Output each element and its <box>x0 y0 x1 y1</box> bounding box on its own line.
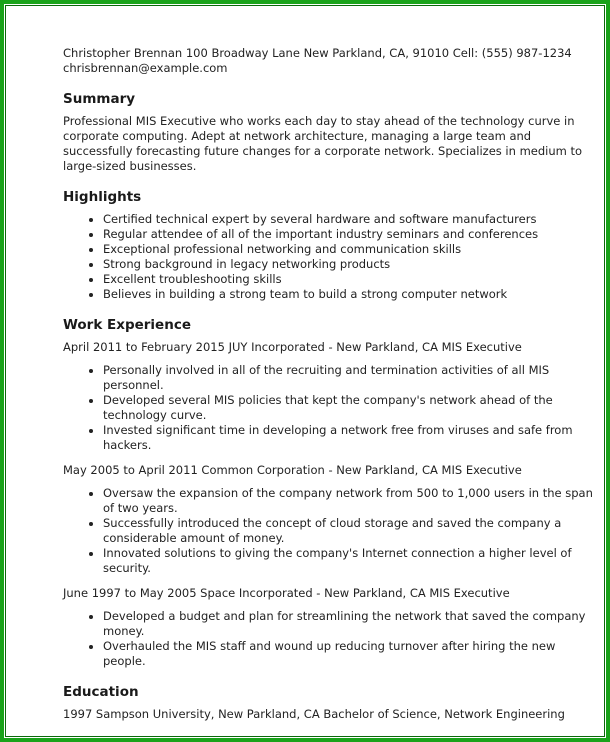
job-bullets <box>63 363 593 453</box>
education-heading: Education <box>63 684 139 700</box>
highlight-item: • Regular attendee of all of the important industry seminars and conferences <box>103 227 593 242</box>
summary-text: Professional MIS Executive who works each day to stay ahead of the technology curve in corporate computing. Adept at network architecture, managing a large team and successfully forecasting future changes for a corporate network. Specializes in medium to large-sized businesses. <box>63 114 583 173</box>
job-bullets <box>63 486 593 576</box>
highlight-item: • Believes in building a strong team to build a strong computer network <box>103 287 593 302</box>
contact-email: chrisbrennan@example.com <box>63 61 228 75</box>
job-header: June 1997 to May 2005 Space Incorporated - New Parkland, CA MIS Executive <box>63 586 510 600</box>
highlight-item: • Certified technical expert by several hardware and software manufacturers <box>103 212 593 227</box>
job-bullet: • Oversaw the expansion of the company network from 500 to 1,000 users in the span of two years. <box>103 486 593 516</box>
job-header: April 2011 to February 2015 JUY Incorporated - New Parkland, CA MIS Executive <box>63 340 522 354</box>
highlight-item: • Excellent troubleshooting skills <box>103 272 593 287</box>
job-entry <box>63 586 593 669</box>
job-bullet: • Overhauled the MIS staff and wound up reducing turnover after hiring the new people. <box>103 639 593 669</box>
job-bullet: • Developed several MIS policies that kept the company's network ahead of the technology curve. <box>103 393 593 423</box>
job-bullet: • Personally involved in all of the recruiting and termination activities of all MIS personnel. <box>103 363 593 393</box>
contact-line: Christopher Brennan 100 Broadway Lane New Parkland, CA, 91010 Cell: (555) 987-1234 <box>63 46 572 60</box>
highlights-list <box>63 212 593 302</box>
highlights-heading: Highlights <box>63 189 142 205</box>
job-bullet: • Invested significant time in developing a network free from viruses and safe from hackers. <box>103 423 593 453</box>
highlight-item: • Exceptional professional networking and communication skills <box>103 242 593 257</box>
job-bullet: • Successfully introduced the concept of cloud storage and saved the company a considerable amount of money. <box>103 516 593 546</box>
education-text: 1997 Sampson University, New Parkland, CA Bachelor of Science, Network Engineering <box>63 707 565 721</box>
job-bullet: • Innovated solutions to giving the company's Internet connection a higher level of security. <box>103 546 593 576</box>
job-entry <box>63 463 593 576</box>
summary-heading: Summary <box>63 91 136 107</box>
job-bullet: • Developed a budget and plan for streamlining the network that saved the company money. <box>103 609 593 639</box>
job-bullets <box>63 609 593 669</box>
resume-document <box>63 46 593 722</box>
job-header: May 2005 to April 2011 Common Corporation - New Parkland, CA MIS Executive <box>63 463 522 477</box>
job-entry <box>63 340 593 453</box>
experience-heading: Work Experience <box>63 317 191 333</box>
highlight-item: • Strong background in legacy networking products <box>103 257 593 272</box>
